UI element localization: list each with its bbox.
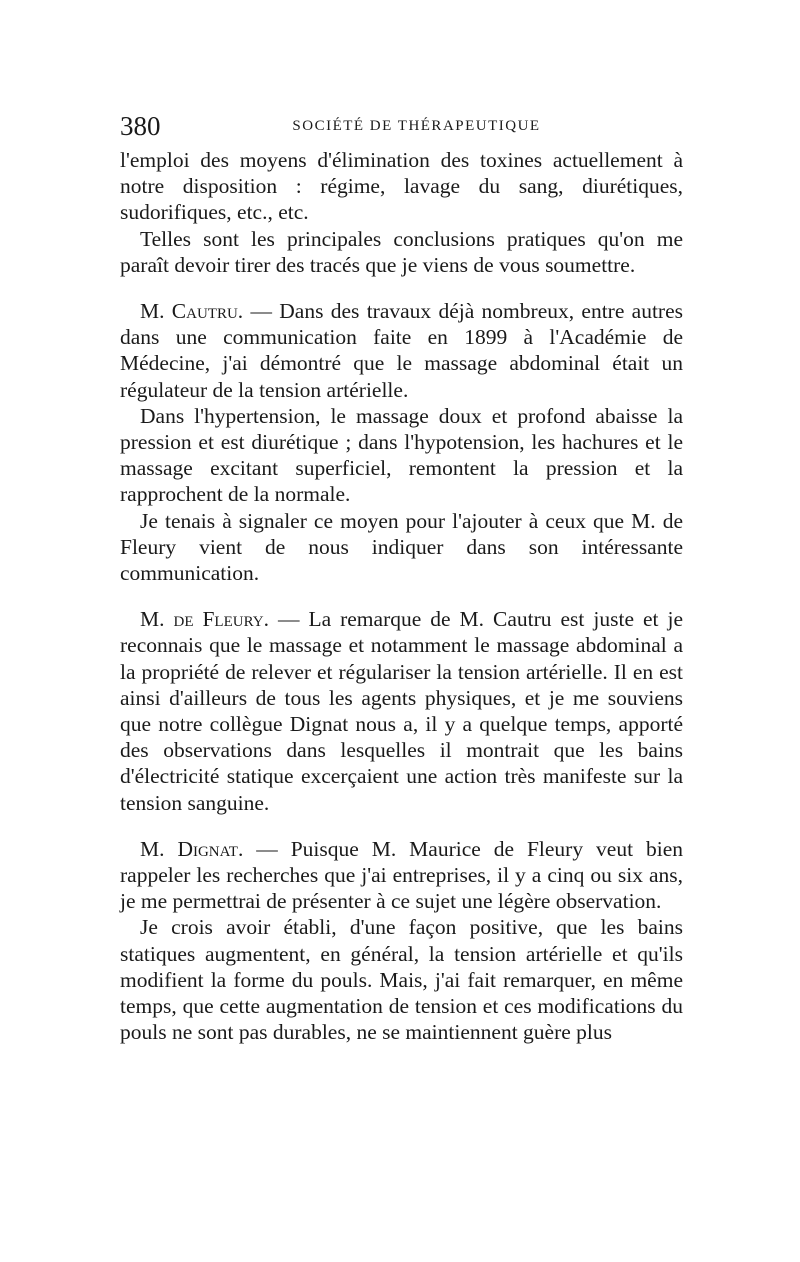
speaker-paragraph-de-fleury	[120, 606, 683, 816]
paragraph-text: l'emploi des moyens d'élimination des toxines actuellement à notre disposition : régime, lavage du sang, diurétiques, sudorifiques, etc., etc.	[120, 148, 683, 225]
paragraph	[120, 147, 683, 226]
paragraph-text: Je tenais à signaler ce moyen pour l'ajouter à ceux que M. de Fleury vient de nous indiquer dans son intéressante communication.	[120, 508, 683, 586]
speaker-paragraph-dignat	[120, 836, 683, 915]
page-number: 380	[120, 111, 161, 141]
paragraph-text: — Dans des travaux déjà nombreux, entre autres dans une communication faite en 1899 à l'Académie de Médecine, j'ai démontré que le massage abdominal était un régulateur de la tension artérielle.	[120, 299, 683, 402]
body-text	[120, 147, 683, 1046]
running-title: SOCIÉTÉ DE THÉRAPEUTIQUE	[292, 118, 541, 134]
paragraph-text: — Puisque M. Maurice de Fleury veut bien rappeler les recherches que j'ai entreprises, il y a cinq ou six ans, je me permettrai de présenter à ce sujet une légère observation.	[120, 836, 683, 914]
speaker-name: Cautru.	[171, 299, 244, 324]
speaker-prefix: M.	[140, 299, 172, 324]
paragraph-text: — La remarque de M. Cautru est juste et je reconnais que le massage et notamment le massage abdominal a la propriété de relever et régulariser la tension artérielle. Il en est ainsi d'ailleurs de tous les agents physiques, et je me souviens que notre collègue Dignat nous a, il y a quelque temps, apporté des observations dans lesquelles il montrait que les bains d'électricité statique excerçaient une action très manifeste sur la tension sanguine.	[120, 607, 683, 815]
paragraph	[120, 226, 683, 278]
speaker-prefix: M.	[140, 836, 178, 861]
speaker-prefix: M.	[140, 607, 174, 632]
paragraph	[120, 508, 683, 587]
paragraph-text: Je crois avoir établi, d'une façon positive, que les bains statiques augmentent, en général, la tension artérielle et qu'ils modifient la forme du pouls. Mais, j'ai fait remarquer, en même temps, que cette augmentation de tension et ces modifications du pouls ne sont pas durables, ne se maintiennent guère plus	[120, 915, 683, 1045]
speaker-paragraph-cautru	[120, 298, 683, 403]
paragraph	[120, 403, 683, 508]
paragraph	[120, 914, 683, 1045]
page-header	[120, 106, 683, 146]
speaker-name: de Fleury.	[173, 607, 269, 632]
speaker-name: Dignat.	[177, 836, 244, 861]
paragraph-text: Telles sont les principales conclusions pratiques qu'on me paraît devoir tirer des tracés que je viens de vous soumettre.	[120, 226, 683, 277]
paragraph-text: Dans l'hypertension, le massage doux et profond abaisse la pression et est diurétique ; dans l'hypotension, les hachures et le massage excitant superficiel, remontent la pression et la rapprochent de la normale.	[120, 403, 683, 507]
